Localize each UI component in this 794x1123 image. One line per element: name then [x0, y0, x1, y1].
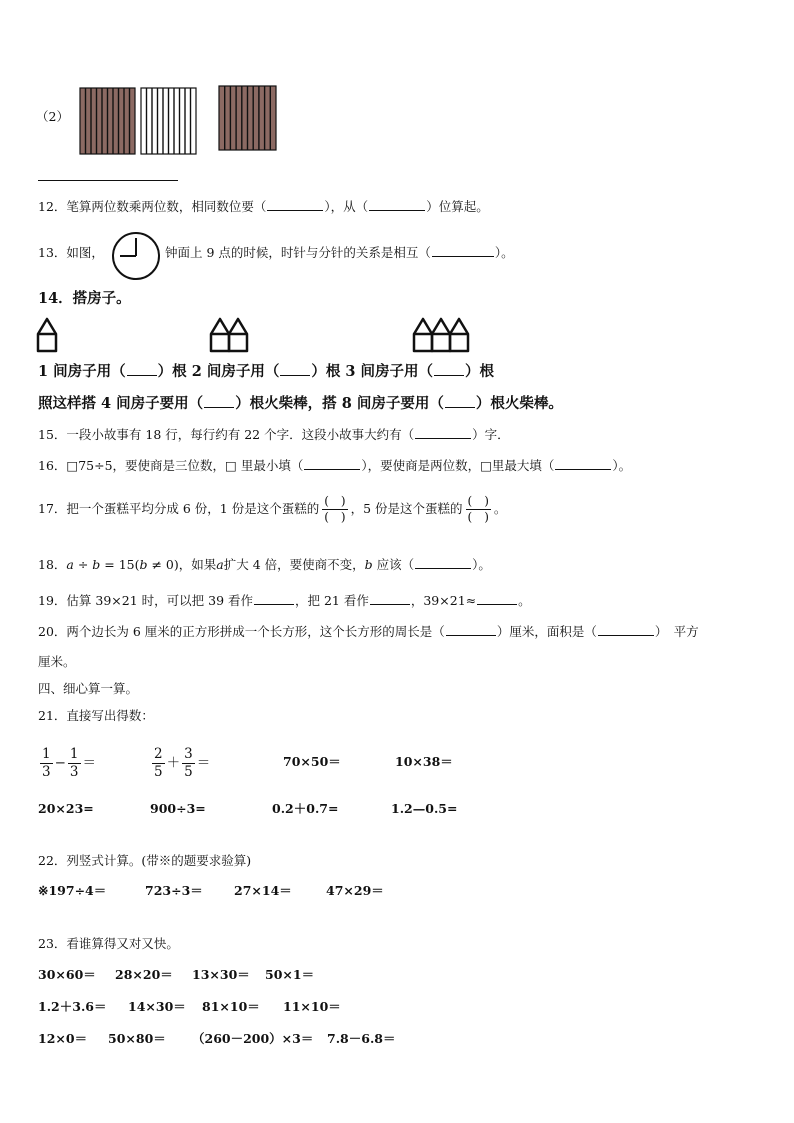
q18-blank[interactable]: [415, 556, 471, 569]
q14-blank-1[interactable]: [127, 363, 157, 376]
q19-blank-3[interactable]: [477, 592, 517, 605]
q20-blank-1[interactable]: [446, 623, 496, 636]
q22-title: 22．列竖式计算。(带※的题要求验算): [38, 853, 252, 868]
q14-title: 14．搭房子。: [38, 290, 131, 307]
q22-item: 723÷3＝: [145, 883, 203, 898]
q12-blank-2[interactable]: [369, 198, 425, 211]
q22-item: 47×29＝: [326, 883, 384, 898]
q23-item: 30×60＝: [38, 967, 96, 982]
q23-item: 1.2＋3.6＝: [38, 999, 107, 1014]
q23-item: 11×10＝: [283, 999, 341, 1014]
q21-item: 20×23=: [38, 801, 94, 816]
q21-title: 21．直接写出得数：: [38, 708, 154, 723]
house-3: [414, 319, 468, 351]
house-2: [211, 319, 247, 351]
q21-item: 1.2—0.5=: [391, 801, 458, 816]
q23-item: 13×30＝: [192, 967, 250, 982]
q15-blank[interactable]: [415, 426, 471, 439]
q21-fraction-1: $\frac{1}{3}$ − $\frac{1}{3}$ ＝: [42, 746, 96, 780]
q13-rest: 钟面上 9 点的时候，时针与分针的关系是相互（ ）。: [165, 245, 514, 260]
q17: 17．把一个蛋糕平均分成 6 份，1 份是这个蛋糕的 $\frac{( )}{( )}$ ，5 份是这个蛋糕的 $\frac{( )}{( )}$ 。: [38, 494, 507, 524]
q23-item: 7.8－6.8＝: [327, 1031, 396, 1046]
section-4-title: 四、细心算一算。: [38, 681, 139, 696]
q14-blank-3[interactable]: [434, 363, 464, 376]
stick-bundle-2: [141, 88, 196, 154]
q21-item: 0.2＋0.7=: [272, 801, 339, 816]
q23-title: 23．看谁算得又对又快。: [38, 936, 179, 951]
q23-item: 81×10＝: [202, 999, 260, 1014]
q11-part-label: （2）: [36, 109, 69, 124]
q13-blank[interactable]: [432, 244, 494, 257]
q17-fraction-blank-1[interactable]: $\frac{( )}{( )}$: [324, 494, 346, 524]
house-1: [38, 319, 56, 351]
q23-item: 28×20＝: [115, 967, 173, 982]
clock-face-icon: [110, 230, 162, 282]
q21-item: 900÷3=: [150, 801, 206, 816]
q12-blank-1[interactable]: [267, 198, 323, 211]
stick-bundles-figure: [78, 84, 278, 156]
q22-item: 27×14＝: [234, 883, 292, 898]
matchstick-houses-figure: [35, 316, 515, 356]
q23-item: 12×0＝: [38, 1031, 88, 1046]
q23-item: 50×1＝: [265, 967, 315, 982]
q19: 19．估算 39×21 时，可以把 39 看作 ，把 21 看作 ，39×21≈ 。: [38, 593, 531, 608]
q23-item: （260－200）×3＝: [192, 1031, 314, 1046]
q14-blank-5[interactable]: [445, 395, 475, 408]
q20-line1: 20．两个边长为 6 厘米的正方形拼成一个长方形，这个长方形的周长是（ ）厘米，面积是（ ） 平方: [38, 624, 699, 639]
divider-line: [38, 180, 178, 181]
q17-fraction-blank-2[interactable]: $\frac{( )}{( )}$: [467, 494, 489, 524]
q14-line2: 照这样搭 4 间房子要用（ ）根火柴棒，搭 8 间房子要用（ ）根火柴棒。: [38, 395, 563, 412]
q16: 16．□75÷5，要使商是三位数，□ 里最小填（ ），要使商是两位数，□里最大填（ ）。: [38, 458, 632, 473]
stick-bundle-1: [80, 88, 135, 154]
q23-item: 14×30＝: [128, 999, 186, 1014]
stick-bundle-3: [219, 86, 276, 150]
q12: 12．笔算两位数乘两位数，相同数位要（ ），从（ ）位算起。: [38, 199, 489, 214]
q22-item: ※197÷4＝: [38, 883, 107, 898]
q20-blank-2[interactable]: [598, 623, 654, 636]
q13: 13．如图，: [38, 245, 104, 260]
q16-blank-1[interactable]: [304, 457, 360, 470]
q18: 18．a ÷ b = 15(b ≠ 0)，如果a扩大 4 倍，要使商不变，b 应该（ ）。: [38, 557, 491, 572]
q23-item: 50×80＝: [108, 1031, 166, 1046]
q14-blank-2[interactable]: [280, 363, 310, 376]
q15: 15．一段小故事有 18 行，每行约有 22 个字．这段小故事大约有（ ）字．: [38, 427, 510, 442]
q19-blank-1[interactable]: [254, 592, 294, 605]
q14-line1: 1 间房子用（ ）根 2 间房子用（ ）根 3 间房子用（ ）根: [38, 363, 495, 380]
q20-line2: 厘米。: [38, 654, 76, 669]
q21-item: 10×38＝: [395, 754, 453, 769]
q21-item: 70×50＝: [283, 754, 341, 769]
q14-blank-4[interactable]: [204, 395, 234, 408]
q21-fraction-2: $\frac{2}{5}$ ＋ $\frac{3}{5}$ ＝: [154, 746, 211, 780]
q16-blank-2[interactable]: [555, 457, 611, 470]
q19-blank-2[interactable]: [370, 592, 410, 605]
